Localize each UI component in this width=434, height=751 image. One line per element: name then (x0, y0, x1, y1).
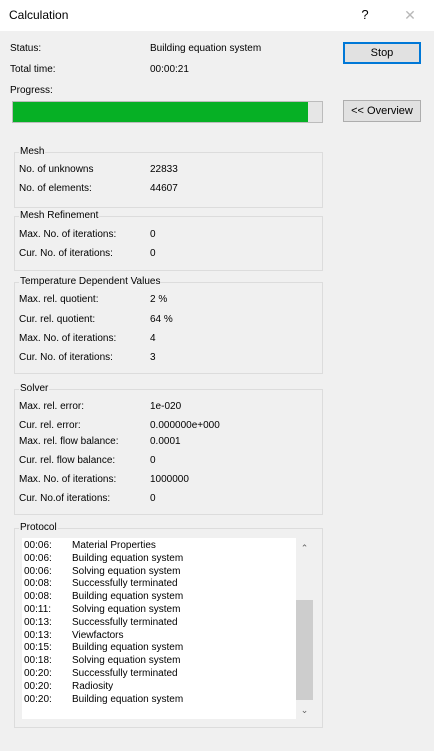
mesh-elements-value: 44607 (150, 183, 178, 194)
scroll-down-button[interactable] (296, 703, 313, 717)
mesh-refinement-group (14, 210, 323, 271)
scroll-up-button[interactable] (296, 541, 313, 555)
solver-max-error-value: 1e-020 (150, 401, 182, 412)
protocol-entry-time: 00:20: (24, 680, 52, 692)
refinement-max-iterations-label: Max. No. of iterations: (19, 229, 117, 240)
protocol-entry-text: Building equation system (72, 693, 184, 705)
protocol-entry-text: Material Properties (72, 540, 156, 551)
chevron-down-icon: ⌄ (300, 705, 309, 715)
chevron-up-icon: ⌃ (300, 543, 309, 553)
status-label: Status: (10, 43, 42, 54)
refinement-cur-iterations-label: Cur. No. of iterations: (19, 248, 113, 259)
solver-cur-iterations-label: Cur. No.of iterations: (19, 493, 111, 504)
mesh-group (14, 146, 323, 208)
temp-max-quotient-label: Max. rel. quotient: (19, 294, 99, 305)
protocol-entry-time: 00:20: (24, 693, 52, 705)
solver-group (14, 383, 323, 515)
temp-cur-quotient-value: 64 % (150, 314, 173, 325)
protocol-entry-time: 00:08: (24, 578, 52, 590)
protocol-entry-time: 00:15: (24, 642, 52, 654)
protocol-entry-text: Building equation system (72, 591, 184, 603)
mesh-unknowns-value: 22833 (150, 164, 178, 175)
status-value: Building equation system (150, 43, 262, 54)
protocol-entry-text: Successfully terminated (72, 616, 178, 628)
protocol-entry-text: Solving equation system (72, 565, 181, 577)
mesh-elements-label: No. of elements: (19, 183, 92, 194)
protocol-entry-time: 00:11: (24, 604, 52, 615)
solver-max-error-label: Max. rel. error: (19, 401, 85, 412)
close-icon: ✕ (404, 7, 416, 23)
solver-max-flow-label: Max. rel. flow balance: (19, 436, 119, 447)
temperature-group-title: Temperature Dependent Values (20, 276, 161, 287)
protocol-entry-text: Solving equation system (72, 604, 181, 615)
protocol-entry-time: 00:18: (24, 655, 52, 667)
solver-cur-error-value: 0.000000e+000 (150, 420, 220, 431)
solver-cur-flow-label: Cur. rel. flow balance: (19, 455, 116, 466)
protocol-entry-text: Radiosity (72, 680, 114, 692)
mesh-refinement-title: Mesh Refinement (20, 210, 99, 221)
temp-cur-iterations-value: 3 (150, 352, 156, 363)
solver-max-iterations-label: Max. No. of iterations: (19, 474, 117, 485)
protocol-entry-time: 00:06: (24, 552, 52, 564)
mesh-group-title: Mesh (20, 146, 45, 157)
solver-group-title: Solver (20, 383, 49, 394)
solver-max-flow-value: 0.0001 (150, 436, 181, 447)
protocol-group-title: Protocol (20, 522, 57, 533)
protocol-entry-text: Successfully terminated (72, 668, 178, 679)
refinement-max-iterations-value: 0 (150, 229, 156, 240)
temp-max-iterations-value: 4 (150, 333, 156, 344)
overview-button[interactable]: << Overview (343, 100, 421, 122)
protocol-scrollbar[interactable] (296, 538, 313, 719)
protocol-entry-time: 00:08: (24, 591, 52, 603)
total-time-value: 00:00:21 (150, 64, 189, 75)
protocol-log[interactable] (22, 538, 313, 719)
protocol-entry-text: Building equation system (72, 642, 184, 654)
protocol-entry-text: Solving equation system (72, 655, 181, 667)
help-button[interactable]: ? (361, 7, 369, 22)
solver-cur-flow-value: 0 (150, 455, 156, 466)
protocol-entry-time: 00:13: (24, 616, 52, 628)
temp-max-quotient-value: 2 % (150, 294, 168, 305)
window-title: Calculation (9, 8, 69, 22)
title-bar (0, 0, 434, 31)
protocol-entry-time: 00:13: (24, 629, 52, 641)
protocol-entry-text: Successfully terminated (72, 578, 178, 590)
protocol-entry-text: Viewfactors (72, 629, 124, 641)
protocol-entry-time: 00:06: (24, 565, 52, 577)
refinement-cur-iterations-value: 0 (150, 248, 156, 259)
progress-bar (12, 101, 323, 123)
solver-cur-iterations-value: 0 (150, 493, 156, 504)
scroll-thumb[interactable] (296, 600, 313, 700)
protocol-entry-text: Building equation system (72, 552, 184, 564)
close-button[interactable] (399, 3, 421, 27)
progress-fill (13, 102, 308, 122)
temperature-group (14, 276, 323, 374)
mesh-unknowns-label: No. of unknowns (19, 164, 94, 175)
progress-label: Progress: (10, 85, 53, 96)
total-time-label: Total time: (10, 64, 56, 75)
protocol-entry-time: 00:06: (24, 540, 52, 551)
temp-cur-iterations-label: Cur. No. of iterations: (19, 352, 113, 363)
solver-max-iterations-value: 1000000 (150, 474, 189, 485)
stop-button[interactable]: Stop (343, 42, 421, 64)
temp-cur-quotient-label: Cur. rel. quotient: (19, 314, 96, 325)
solver-cur-error-label: Cur. rel. error: (19, 420, 81, 431)
protocol-entry-time: 00:20: (24, 668, 52, 679)
temp-max-iterations-label: Max. No. of iterations: (19, 333, 117, 344)
